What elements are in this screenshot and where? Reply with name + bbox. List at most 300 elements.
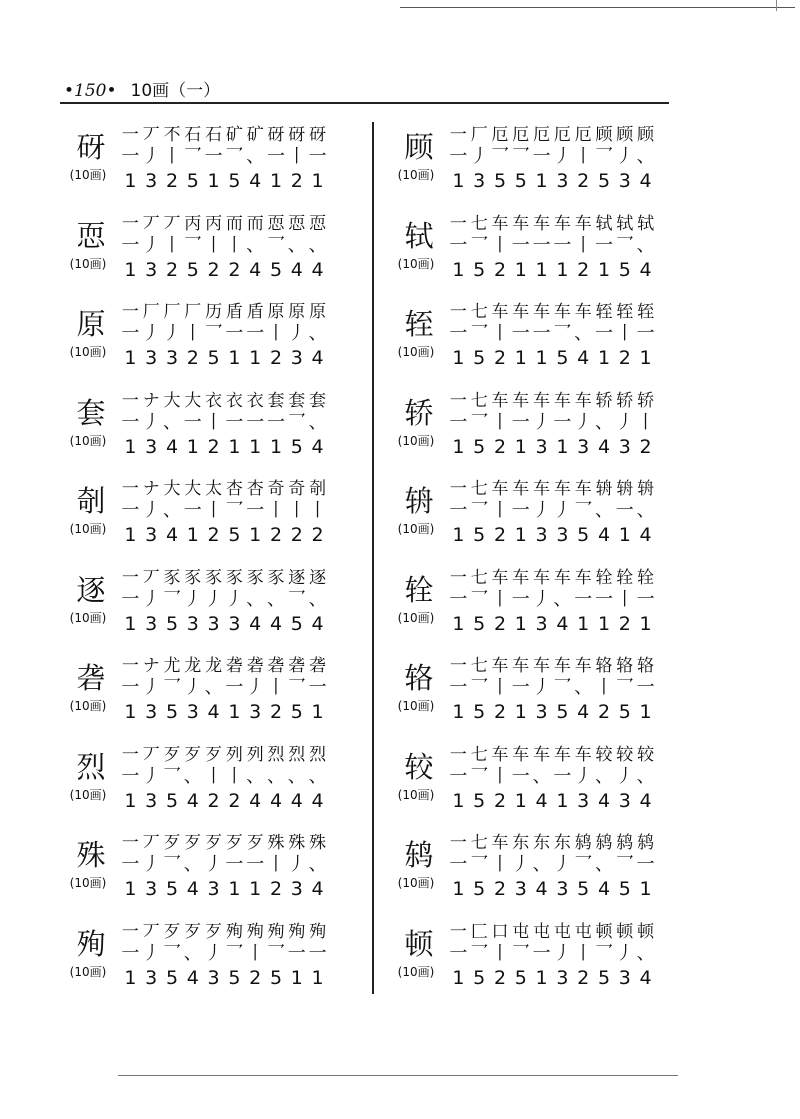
stroke-shapes xyxy=(120,231,328,257)
stroke-shapes xyxy=(448,408,656,434)
sequence-glyph: 顿 xyxy=(637,921,655,942)
sequence-glyph: 辀 xyxy=(637,479,655,499)
char-entry xyxy=(386,738,686,827)
stroke-numbers xyxy=(120,701,328,723)
sequence-glyph: 原 xyxy=(309,302,327,322)
stroke-number: 2 xyxy=(493,612,507,635)
stroke-number: 1 xyxy=(556,258,569,281)
stroke-numbers xyxy=(120,967,328,989)
stroke-number: 2 xyxy=(165,170,179,192)
sequence-glyph: 龙 xyxy=(184,656,202,676)
stroke-number: 1 xyxy=(514,524,527,546)
stroke-number: 3 xyxy=(228,612,241,635)
sequence-glyph: 一 xyxy=(449,656,467,676)
stroke-glyph: 丨 xyxy=(490,942,509,964)
stroke-glyph: 一 xyxy=(553,234,572,256)
stroke-numbers xyxy=(448,170,656,192)
stroke-numbers xyxy=(448,613,656,635)
stroke-glyph: 丿 xyxy=(615,942,634,964)
stroke-glyph: 乛 xyxy=(615,234,634,256)
sequence-glyph: 豕 xyxy=(246,567,264,588)
stroke-number: 4 xyxy=(639,170,652,192)
stroke-shapes xyxy=(120,496,328,522)
stroke-glyph: 乛 xyxy=(162,588,181,610)
stroke-glyph: 一 xyxy=(511,500,530,521)
sequence-glyph: 东 xyxy=(533,833,551,853)
stroke-number: 5 xyxy=(269,966,283,989)
stroke-number: 4 xyxy=(597,789,611,812)
stroke-glyph: 丿 xyxy=(553,146,572,167)
stroke-number: 1 xyxy=(249,878,262,900)
stroke-glyph: 、 xyxy=(594,411,613,433)
stroke-glyph: 丿 xyxy=(162,323,181,344)
stroke-number: 1 xyxy=(514,435,527,458)
stroke-shapes xyxy=(120,585,328,611)
sequence-glyph: 较 xyxy=(637,744,655,765)
sequence-glyph: 顿 xyxy=(616,921,634,942)
stroke-glyph: 一 xyxy=(449,234,468,256)
stroke-number: 2 xyxy=(207,789,220,812)
sequence-glyph: 恧 xyxy=(267,213,285,234)
sequence-glyph: 车 xyxy=(533,213,551,234)
stroke-number: 5 xyxy=(228,524,241,546)
char-entry xyxy=(58,738,358,827)
sequence-glyph: 尤 xyxy=(163,656,181,676)
stroke-number: 5 xyxy=(493,170,507,192)
stroke-number: 2 xyxy=(493,435,507,458)
entry-character: 顾 xyxy=(404,130,434,164)
sequence-glyph: 辀 xyxy=(595,479,613,499)
sequence-glyph: 豕 xyxy=(267,567,285,588)
sequence-glyph: 衣 xyxy=(246,390,264,411)
sequence-glyph: 轿 xyxy=(637,390,655,411)
sequence-glyph: 东 xyxy=(512,833,530,853)
sequence-glyph: 屯 xyxy=(512,921,530,942)
stroke-number: 5 xyxy=(473,347,486,369)
sequence-glyph: 一 xyxy=(121,390,139,411)
sequence-glyph: 一 xyxy=(121,833,139,853)
stroke-number: 2 xyxy=(493,966,507,989)
stroke-glyph: 、 xyxy=(246,765,265,787)
sequence-glyph: 丆 xyxy=(142,567,160,588)
stroke-count-label: (10画) xyxy=(69,522,107,536)
stroke-number: 5 xyxy=(577,524,590,546)
stroke-glyph: 一 xyxy=(594,588,613,610)
stroke-glyph: 一 xyxy=(266,411,285,433)
stroke-glyph: 丨 xyxy=(615,323,634,344)
stroke-number: 5 xyxy=(165,701,179,723)
sequence-glyph: 车 xyxy=(533,656,551,676)
stroke-glyph: 丿 xyxy=(532,677,551,698)
stroke-number: 1 xyxy=(207,170,220,192)
sequence-glyph: 鸫 xyxy=(595,833,613,853)
stroke-number: 1 xyxy=(311,170,324,192)
stroke-number: 5 xyxy=(514,170,527,192)
sequence-glyph: 辀 xyxy=(616,479,634,499)
stroke-number: 2 xyxy=(249,966,262,989)
stroke-glyph: 一 xyxy=(449,500,468,521)
stroke-glyph: 丿 xyxy=(532,500,551,521)
stroke-number: 5 xyxy=(473,966,486,989)
stroke-number: 1 xyxy=(452,258,465,281)
stroke-number: 3 xyxy=(145,878,158,900)
entry-character: 殊 xyxy=(76,838,106,872)
stroke-glyph: 、 xyxy=(308,854,327,875)
column-divider xyxy=(372,122,374,994)
stroke-number: 2 xyxy=(228,789,241,812)
stroke-number: 1 xyxy=(618,524,631,546)
sequence-glyph: 殊 xyxy=(288,833,306,853)
stroke-number: 2 xyxy=(228,258,241,281)
stroke-number: 5 xyxy=(290,435,303,458)
stroke-glyph: 一 xyxy=(636,323,655,344)
right-column xyxy=(386,118,686,1003)
stroke-glyph: 、 xyxy=(183,765,202,787)
stroke-numbers xyxy=(448,878,656,900)
stroke-number: 5 xyxy=(473,789,486,812)
stroke-number: 1 xyxy=(228,878,241,900)
stroke-glyph: 乛 xyxy=(574,500,593,521)
stroke-glyph: 一 xyxy=(308,146,327,167)
stroke-shapes xyxy=(448,142,656,168)
stroke-number: 1 xyxy=(249,347,262,369)
entry-character: 较 xyxy=(404,749,434,784)
sequence-glyph: ナ xyxy=(142,390,160,411)
stroke-glyph: 丿 xyxy=(183,677,202,698)
stroke-glyph: 丨 xyxy=(308,500,327,521)
sequence-glyph: 而 xyxy=(246,213,264,234)
stroke-number: 1 xyxy=(514,612,527,635)
sequence-glyph: ナ xyxy=(142,656,160,676)
sequence-glyph: 车 xyxy=(574,744,592,765)
entry-character: 剞 xyxy=(76,484,106,518)
sequence-glyph: 盾 xyxy=(225,302,243,322)
stroke-glyph: 丨 xyxy=(636,411,655,433)
stroke-numbers xyxy=(120,436,328,458)
stroke-count-label: (10画) xyxy=(397,522,435,536)
stroke-number: 1 xyxy=(514,347,527,369)
sequence-glyph: 轾 xyxy=(616,302,634,322)
stroke-glyph: 、 xyxy=(162,500,181,521)
stroke-number: 4 xyxy=(249,258,262,281)
stroke-glyph: 丨 xyxy=(266,500,285,521)
char-entry xyxy=(386,826,686,915)
stroke-number: 1 xyxy=(452,170,465,192)
page-header xyxy=(64,76,220,102)
stroke-number: 3 xyxy=(556,170,569,192)
char-entry xyxy=(386,295,686,384)
stroke-count-label: (10画) xyxy=(397,699,435,713)
stroke-number: 4 xyxy=(186,789,199,812)
sequence-glyph: 车 xyxy=(553,744,571,765)
stroke-glyph: 乛 xyxy=(204,323,223,344)
sequence-glyph: 砻 xyxy=(225,656,243,676)
stroke-number: 1 xyxy=(577,612,590,635)
stroke-number: 4 xyxy=(597,878,611,900)
stroke-number: 3 xyxy=(577,435,590,458)
stroke-count-label: (10画) xyxy=(397,345,435,359)
stroke-number: 5 xyxy=(186,258,199,281)
stroke-count-label: (10画) xyxy=(397,787,435,802)
sequence-glyph: 车 xyxy=(553,479,571,499)
stroke-glyph: 丿 xyxy=(615,411,634,433)
stroke-shapes xyxy=(120,142,328,168)
stroke-number: 1 xyxy=(124,524,137,546)
sequence-glyph: 奇 xyxy=(288,479,306,499)
stroke-glyph: 一 xyxy=(183,411,202,433)
sequence-glyph: 七 xyxy=(470,567,488,588)
stroke-number: 2 xyxy=(207,435,220,458)
char-entry xyxy=(58,472,358,561)
sequence-glyph: 车 xyxy=(491,833,509,853)
top-rule xyxy=(400,7,795,8)
stroke-number: 1 xyxy=(639,701,652,723)
section-title: 10画（一） xyxy=(130,81,221,101)
stroke-number: 3 xyxy=(290,347,303,369)
stroke-glyph: 、 xyxy=(636,942,655,964)
sequence-glyph: 车 xyxy=(533,567,551,588)
stroke-numbers xyxy=(120,170,328,192)
stroke-glyph: 乛 xyxy=(470,854,489,875)
sequence-glyph: 丙 xyxy=(205,213,223,234)
stroke-glyph: 一 xyxy=(287,942,306,964)
stroke-number: 1 xyxy=(452,347,465,369)
stroke-glyph: 、 xyxy=(574,323,593,344)
stroke-number: 1 xyxy=(186,524,199,546)
sequence-glyph: 一 xyxy=(449,833,467,853)
sequence-glyph: 烈 xyxy=(288,744,306,765)
stroke-number: 5 xyxy=(577,878,590,900)
stroke-glyph: 一 xyxy=(511,588,530,610)
sequence-glyph: 七 xyxy=(470,744,488,765)
stroke-number: 3 xyxy=(145,701,158,723)
header-rule xyxy=(60,102,669,104)
sequence-glyph: 轾 xyxy=(637,302,655,322)
stroke-glyph: 一 xyxy=(636,677,655,698)
stroke-number: 1 xyxy=(452,435,465,458)
stroke-glyph: 丨 xyxy=(594,677,613,698)
stroke-number: 4 xyxy=(535,878,548,900)
sequence-glyph: 屯 xyxy=(533,921,551,942)
char-entry xyxy=(386,649,686,738)
stroke-number: 3 xyxy=(618,789,631,812)
stroke-glyph: 一 xyxy=(246,500,265,521)
stroke-glyph: 、 xyxy=(532,854,551,875)
stroke-glyph: 、 xyxy=(183,854,202,875)
sequence-glyph: 砑 xyxy=(309,125,327,145)
sequence-glyph: 厄 xyxy=(491,125,509,145)
bottom-rule xyxy=(118,1075,678,1076)
stroke-number: 4 xyxy=(311,878,324,900)
stroke-glyph: 丿 xyxy=(511,854,530,875)
sequence-glyph: 一 xyxy=(121,479,139,499)
stroke-glyph: 乛 xyxy=(470,500,489,521)
stroke-glyph: 、 xyxy=(204,677,223,698)
sequence-glyph: 车 xyxy=(491,390,509,411)
stroke-glyph: 一 xyxy=(553,765,572,787)
stroke-number: 1 xyxy=(597,347,611,369)
sequence-glyph: 殉 xyxy=(288,921,306,942)
char-entry xyxy=(386,472,686,561)
stroke-glyph: 一 xyxy=(449,942,468,964)
sequence-glyph: 一 xyxy=(121,744,139,765)
sequence-glyph: 辂 xyxy=(616,656,634,676)
sequence-glyph: 顾 xyxy=(595,125,613,145)
stroke-number: 4 xyxy=(311,347,324,369)
stroke-glyph: 丨 xyxy=(162,234,181,256)
stroke-glyph: 一 xyxy=(511,234,530,256)
sequence-glyph: 屯 xyxy=(553,921,571,942)
stroke-count-label: (10画) xyxy=(69,433,107,448)
stroke-number: 2 xyxy=(269,524,283,546)
stroke-glyph: 一 xyxy=(121,323,140,344)
stroke-shapes xyxy=(448,673,656,699)
sequence-glyph: 车 xyxy=(553,213,571,234)
stroke-glyph: 、 xyxy=(266,765,285,787)
stroke-number: 3 xyxy=(145,789,158,812)
sequence-glyph: 砻 xyxy=(267,656,285,676)
sequence-glyph: 一 xyxy=(121,921,139,942)
stroke-glyph: 、 xyxy=(308,411,327,433)
stroke-number: 1 xyxy=(639,347,652,369)
stroke-glyph: 、 xyxy=(246,234,265,256)
entry-character: 砑 xyxy=(76,130,106,164)
stroke-glyph: 丨 xyxy=(490,588,509,610)
char-entry xyxy=(386,207,686,296)
stroke-glyph: 、 xyxy=(308,765,327,787)
stroke-number: 4 xyxy=(186,878,199,900)
stroke-number: 2 xyxy=(207,258,220,281)
stroke-number: 4 xyxy=(311,789,324,812)
sequence-glyph: 车 xyxy=(553,390,571,411)
stroke-glyph: 乛 xyxy=(287,411,306,433)
sequence-glyph: 七 xyxy=(470,213,488,234)
stroke-glyph: 一 xyxy=(636,854,655,875)
sequence-glyph: 殊 xyxy=(309,833,327,853)
stroke-number: 3 xyxy=(618,966,631,989)
stroke-glyph: 乛 xyxy=(287,588,306,610)
stroke-glyph: 乛 xyxy=(225,500,244,521)
sequence-glyph: 歹 xyxy=(225,833,243,853)
stroke-number: 1 xyxy=(124,347,137,369)
stroke-glyph: 、 xyxy=(162,411,181,433)
stroke-shapes xyxy=(120,408,328,434)
stroke-glyph: 、 xyxy=(183,942,202,964)
stroke-number: 4 xyxy=(290,258,303,281)
stroke-numbers xyxy=(120,878,328,900)
stroke-number: 2 xyxy=(311,524,324,546)
stroke-number: 1 xyxy=(249,524,262,546)
stroke-number: 4 xyxy=(639,966,652,989)
stroke-glyph: 乛 xyxy=(490,146,509,167)
stroke-number: 1 xyxy=(452,966,465,989)
stroke-glyph: 乛 xyxy=(287,677,306,698)
stroke-glyph: 一 xyxy=(121,234,140,256)
stroke-number: 4 xyxy=(577,347,590,369)
sequence-glyph: 丆 xyxy=(142,125,160,145)
sequence-glyph: 歹 xyxy=(163,744,181,765)
stroke-glyph: 丿 xyxy=(615,765,634,787)
stroke-number: 4 xyxy=(311,612,324,635)
stroke-glyph: 一 xyxy=(121,411,140,433)
sequence-glyph: 歹 xyxy=(184,744,202,765)
stroke-number: 4 xyxy=(249,789,262,812)
stroke-glyph: 丨 xyxy=(574,146,593,167)
sequence-glyph: 车 xyxy=(491,567,509,588)
sequence-glyph: 而 xyxy=(225,213,243,234)
stroke-number: 2 xyxy=(493,258,507,281)
left-column xyxy=(58,118,358,1003)
stroke-glyph: 丨 xyxy=(225,765,244,787)
sequence-glyph: 轾 xyxy=(595,302,613,322)
stroke-number: 3 xyxy=(145,347,158,369)
stroke-number: 1 xyxy=(452,701,465,723)
stroke-glyph: 丿 xyxy=(142,146,161,167)
stroke-number: 5 xyxy=(473,524,486,546)
stroke-glyph: 、 xyxy=(636,146,655,167)
stroke-glyph: 乛 xyxy=(470,234,489,256)
sequence-glyph: 套 xyxy=(288,390,306,411)
entry-character: 恧 xyxy=(76,218,106,253)
stroke-number: 3 xyxy=(145,258,158,281)
stroke-number: 4 xyxy=(311,435,324,458)
stroke-shapes xyxy=(120,939,328,965)
stroke-number: 2 xyxy=(639,435,652,458)
sequence-glyph: 原 xyxy=(267,302,285,322)
stroke-count-label: (10画) xyxy=(69,699,107,713)
entry-character: 顿 xyxy=(404,926,434,961)
stroke-glyph: 一 xyxy=(225,323,244,344)
stroke-glyph: 丿 xyxy=(287,854,306,875)
stroke-number: 3 xyxy=(207,878,220,900)
sequence-glyph: 辂 xyxy=(595,656,613,676)
stroke-glyph: 乛 xyxy=(470,942,489,964)
sequence-glyph: 辁 xyxy=(595,567,613,588)
stroke-number: 5 xyxy=(473,878,486,900)
stroke-count-label: (10画) xyxy=(69,964,107,979)
stroke-number: 3 xyxy=(473,170,486,192)
sequence-glyph: 豕 xyxy=(225,567,243,588)
stroke-glyph: 乛 xyxy=(574,854,593,875)
stroke-count-label: (10画) xyxy=(397,168,435,182)
stroke-glyph: 一 xyxy=(511,765,530,787)
sequence-glyph: 车 xyxy=(574,213,592,234)
sequence-glyph: 套 xyxy=(267,390,285,411)
stroke-glyph: 丿 xyxy=(142,854,161,875)
stroke-number: 1 xyxy=(311,701,324,723)
stroke-number: 3 xyxy=(618,435,631,458)
sequence-glyph: 车 xyxy=(512,744,530,765)
stroke-number: 4 xyxy=(639,524,652,546)
sequence-glyph: 车 xyxy=(533,479,551,499)
sequence-glyph: 厂 xyxy=(163,302,181,322)
stroke-glyph: 、 xyxy=(636,234,655,256)
stroke-number: 5 xyxy=(473,258,486,281)
stroke-number: 5 xyxy=(473,701,486,723)
sequence-glyph: 剞 xyxy=(309,479,327,499)
stroke-glyph: 丨 xyxy=(490,411,509,433)
sequence-glyph: 大 xyxy=(163,390,181,411)
stroke-glyph: 、 xyxy=(287,765,306,787)
stroke-numbers xyxy=(448,790,656,812)
stroke-glyph: 、 xyxy=(308,588,327,610)
stroke-number: 5 xyxy=(618,258,631,281)
stroke-numbers xyxy=(120,524,328,546)
sequence-glyph: 厄 xyxy=(553,125,571,145)
entry-character: 殉 xyxy=(76,926,106,961)
stroke-glyph: 一 xyxy=(121,588,140,610)
sequence-glyph: 轿 xyxy=(616,390,634,411)
